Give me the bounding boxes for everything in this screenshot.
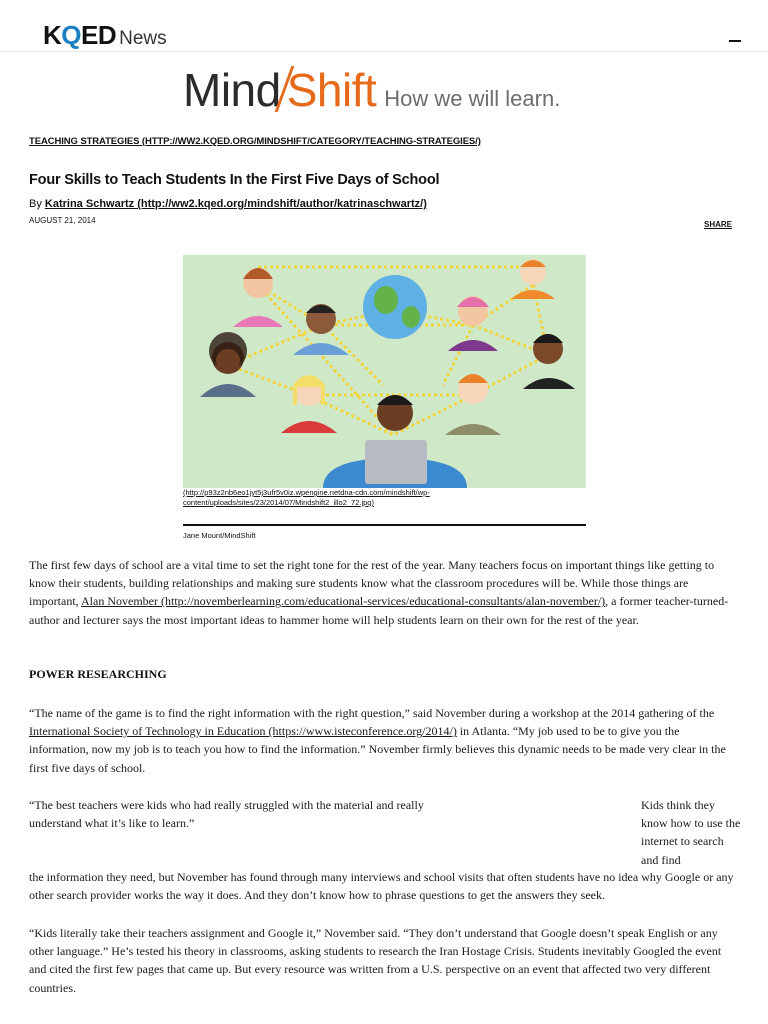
mindshift-mind-text: Mind	[183, 64, 281, 116]
paragraph-3-continued: the information they need, but November has found through many interviews and school visits that often students have no idea why Google or any other search provider works the way it does. And they don’t know how to phrase questions to get the answers they seek.	[29, 870, 734, 903]
iste-link[interactable]: International Society of Technology in Education (https://www.isteconference.org/2014/)	[29, 724, 457, 739]
section-heading-power-researching: POWER RESEARCHING	[29, 667, 167, 681]
mindshift-tagline: How we will learn.	[384, 86, 561, 111]
publish-date: AUGUST 21, 2014	[29, 216, 96, 225]
caption-divider	[183, 524, 586, 526]
paragraph-1: The first few days of school are a vital time to set the right tone for the rest of the year. Many teachers focus on important things like getting to know their students, building relationships and making sure students know what the classroom procedures will be. While those things are important, Alan November (http://novemberlearning.com/educational-services/educational-consultants/alan-november/), a former teacher-turned-author and lecturer says the most important ideas to hammer home will help students learn on their own for the rest of the year.	[29, 558, 729, 627]
news-logo-text: News	[119, 28, 167, 49]
category-link[interactable]: TEACHING STRATEGIES (HTTP://WW2.KQED.ORG/MINDSHIFT/CATEGORY/TEACHING-STRATEGIES/)	[29, 136, 481, 147]
article-title: Four Skills to Teach Students In the First Five Days of School	[29, 172, 440, 188]
alan-november-link[interactable]: Alan November (http://novemberlearning.com/educational-services/educational-consultants/alan-november/)	[81, 594, 606, 609]
paragraph-2: “The name of the game is to find the right information with the right question,” said November during a workshop at the 2014 gathering of the International Society of Technology in Education (https://www.isteconference.org/2014/) in Atlanta. “My job used to be to give you the information, now my job is to teach you how to find the information.” November firmly believes this dynamic needs to be made very clear in the first five days of school.	[29, 706, 726, 775]
image-caption: Jane Mount/MindShift	[183, 531, 256, 540]
site-header	[0, 0, 768, 52]
paragraph-3-start: Kids think they know how to use the internet to search and find	[641, 798, 741, 867]
byline-prefix: By	[29, 198, 42, 210]
kqed-news-logo[interactable]	[43, 20, 167, 50]
kqed-logo-text: KQED	[43, 20, 117, 50]
mindshift-banner-logo[interactable]	[183, 63, 560, 123]
menu-toggle-icon[interactable]	[729, 30, 745, 44]
mindshift-shift-text: Shift	[286, 64, 377, 116]
share-button[interactable]: SHARE	[704, 220, 733, 229]
pull-quote: “The best teachers were kids who had really struggled with the material and really understand what it’s like to learn.”	[29, 798, 424, 831]
image-source-link[interactable]: (http://p93z2nb6eo1jyt5j3ufr5v0iz.wpengine.netdna-cdn.com/mindshift/wp-content/uploads/sites/23/2014/07/Mindshift2_illo2_72.jpg)	[183, 488, 430, 507]
author-link[interactable]: Katrina Schwartz (http://ww2.kqed.org/mindshift/author/katrinaschwartz/)	[44, 198, 427, 210]
byline	[29, 198, 427, 210]
paragraph-4: “Kids literally take their teachers assignment and Google it,” November said. “They don’t understand that Google doesn’t speak English or any other language.” He’s tested his theory in classrooms, asking students to research the Iran Hostage Crisis. Students inevitably Googled the event and cited the first few pages that came up. But every resource was written from a U.S. perspective on an event that affected two very different countries.	[29, 926, 722, 995]
hero-illustration[interactable]	[183, 255, 586, 488]
